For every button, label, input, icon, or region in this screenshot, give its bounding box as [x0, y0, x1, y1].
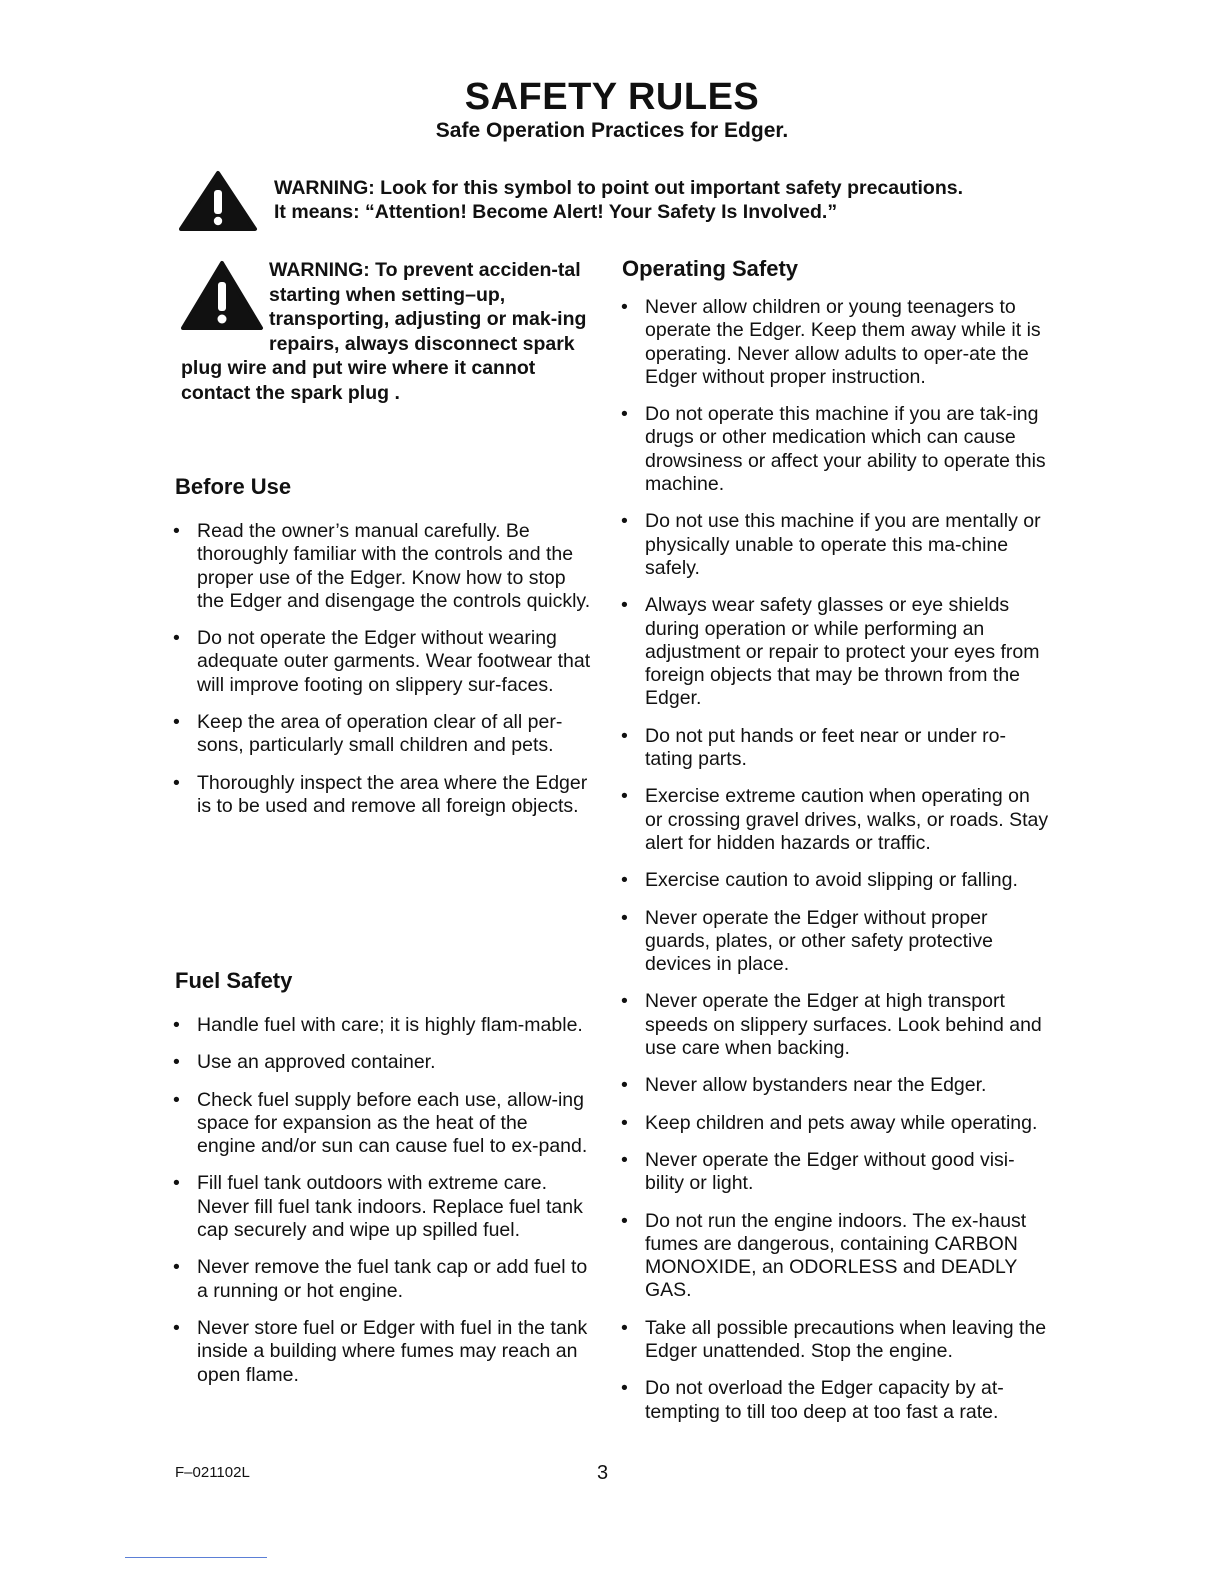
operating-safety-heading: Operating Safety	[622, 256, 799, 281]
operating-safety-list	[621, 296, 1051, 1438]
warning-triangle-icon	[181, 260, 269, 332]
list-item: • Thoroughly inspect the area where the Edger is to be used and remove all foreign objects.	[173, 772, 591, 819]
list-item: • Do not put hands or feet near or under ro-tating parts.	[621, 725, 1051, 772]
list-item: • Do not operate the Edger without wearing adequate outer garments. Wear footwear that will improve footing on slippery sur-faces.	[173, 627, 591, 697]
list-item: • Do not overload the Edger capacity by at-tempting to till too deep at too fast a rate.	[621, 1377, 1051, 1424]
list-item: • Never allow children or young teenagers to operate the Edger. Keep them away while it is operating. Never allow adults to oper-ate the Edger without proper instruction.	[621, 296, 1051, 389]
list-item: • Use an approved container.	[173, 1051, 591, 1074]
main-warning-text	[274, 176, 1074, 224]
list-item: • Never remove the fuel tank cap or add fuel to a running or hot engine.	[173, 1256, 591, 1303]
warning-triangle-icon	[178, 170, 258, 232]
page-subtitle: Safe Operation Practices for Edger.	[435, 119, 789, 142]
list-item: • Do not operate this machine if you are tak-ing drugs or other medication which can cause drowsiness or affect your ability to operate this machine.	[621, 403, 1051, 496]
page-title: SAFETY RULES	[464, 76, 760, 118]
list-item: • Always wear safety glasses or eye shields during operation or while performing an adjustment or repair to protect your eyes from foreign objects that may be thrown from the Edger.	[621, 594, 1051, 710]
list-item: • Take all possible precautions when leaving the Edger unattended. Stop the engine.	[621, 1317, 1051, 1364]
warning-line-2: It means: “Attention! Become Alert! Your Safety Is Involved.”	[274, 201, 838, 223]
spark-plug-warning	[181, 258, 591, 405]
list-item: • Never operate the Edger at high transport speeds on slippery surfaces. Look behind and use care when backing.	[621, 990, 1051, 1060]
document-code: F–021102L	[175, 1464, 250, 1481]
fuel-safety-list	[173, 1014, 591, 1401]
list-item: • Read the owner’s manual carefully. Be thoroughly familiar with the controls and the proper use of the Edger. Know how to stop the Edger and disengage the controls quickly.	[173, 520, 591, 613]
list-item: • Never operate the Edger without proper guards, plates, or other safety protective devices in place.	[621, 907, 1051, 977]
page-number: 3	[597, 1462, 609, 1484]
divider	[125, 1557, 267, 1558]
before-use-list	[173, 520, 591, 832]
list-item: • Do not use this machine if you are mentally or physically unable to operate this ma-chine safely.	[621, 510, 1051, 580]
list-item: • Handle fuel with care; it is highly flam-mable.	[173, 1014, 591, 1037]
warning-line-1: WARNING: Look for this symbol to point out important safety precautions.	[274, 177, 964, 199]
list-item: • Never store fuel or Edger with fuel in the tank inside a building where fumes may reach an open flame.	[173, 1317, 591, 1387]
list-item: • Keep children and pets away while operating.	[621, 1112, 1051, 1135]
list-item: • Never allow bystanders near the Edger.	[621, 1074, 1051, 1097]
list-item: • Never operate the Edger without good visi-bility or light.	[621, 1149, 1051, 1196]
before-use-heading: Before Use	[175, 474, 292, 499]
list-item: • Exercise caution to avoid slipping or falling.	[621, 869, 1051, 892]
fuel-safety-heading: Fuel Safety	[175, 968, 293, 993]
list-item: • Do not run the engine indoors. The ex-haust fumes are dangerous, containing CARBON MONOXIDE, an ODORLESS and DEADLY GAS.	[621, 1210, 1051, 1303]
spark-warning-text: WARNING: To prevent acciden-tal starting when setting–up, transporting, adjusting or mak-ing repairs, always disconnect spark plug wire and put wire where it cannot contact the spark plug .	[181, 259, 587, 404]
list-item: • Keep the area of operation clear of all per-sons, particularly small children and pets.	[173, 711, 591, 758]
list-item: • Check fuel supply before each use, allow-ing space for expansion as the heat of the engine and/or sun can cause fuel to ex-pand.	[173, 1089, 591, 1159]
list-item: • Fill fuel tank outdoors with extreme care. Never fill fuel tank indoors. Replace fuel tank cap securely and wipe up spilled fuel.	[173, 1172, 591, 1242]
list-item: • Exercise extreme caution when operating on or crossing gravel drives, walks, or roads. Stay alert for hidden hazards or traffic.	[621, 785, 1051, 855]
